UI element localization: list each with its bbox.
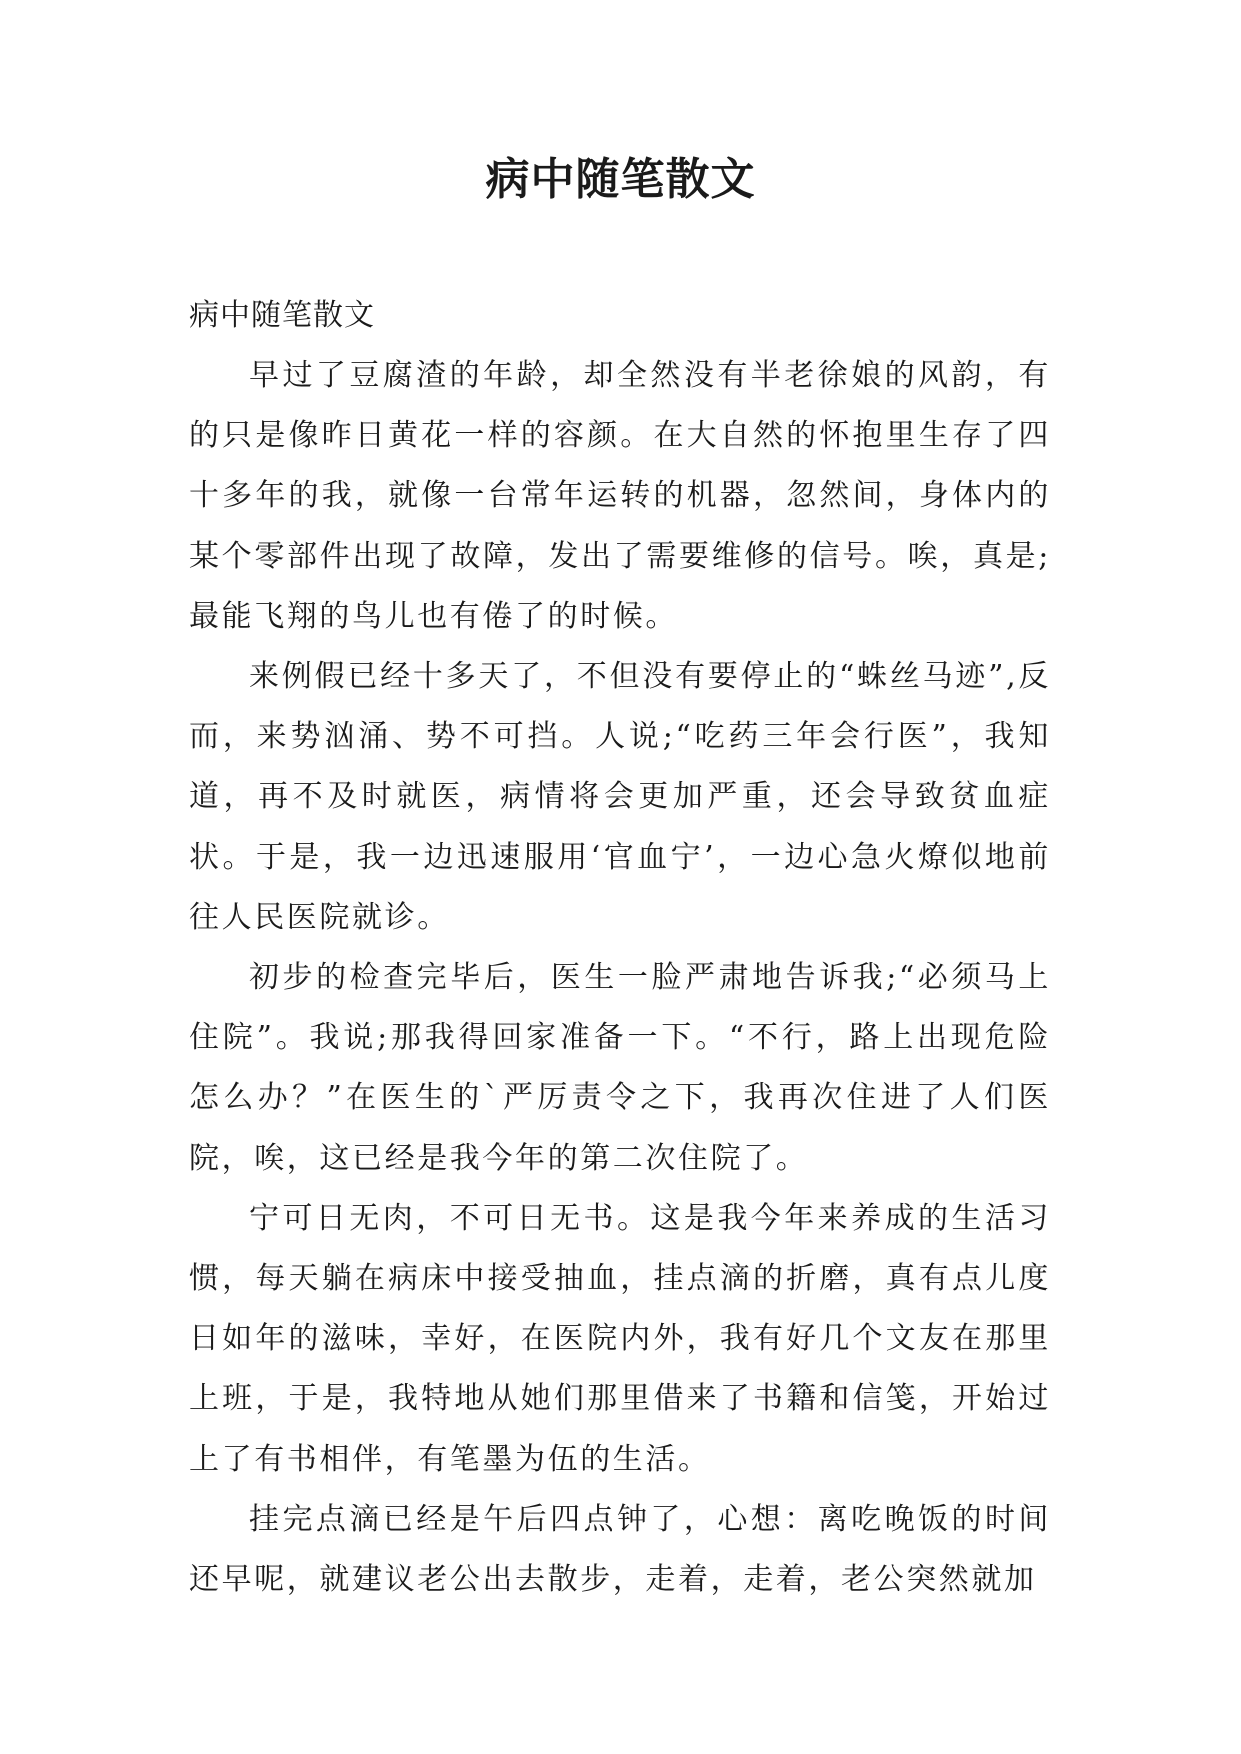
document-title: 病中随笔散文 — [485, 154, 756, 205]
document-subtitle: 病中随笔散文 — [189, 298, 375, 333]
paragraph: 来例假已经十多天了，不但没有要停止的“蛛丝马迹”,反而，来势汹涌、势不可挡。人说;“吃药三年会行医”，我知道，再不及时就医，病情将会更加严重，还会导致贫血症状。于是，我一边迅速服用‘官血宁’，一边心急火燎似地前往人民医院就诊。 — [189, 659, 1051, 935]
paragraph: 挂完点滴已经是午后四点钟了，心想：离吃晚饭的时间还早呢，就建议老公出去散步，走着，走着，老公突然就加 — [189, 1501, 1051, 1598]
document-body — [189, 286, 1051, 1610]
paragraph: 早过了豆腐渣的年龄，却全然没有半老徐娘的风韵，有的只是像昨日黄花一样的容颜。在大自然的怀抱里生存了四十多年的我，就像一台常年运转的机器，忽然间，身体内的某个零部件出现了故障，发出了需要维修的信号。唉，真是;最能飞翔的鸟儿也有倦了的时候。 — [189, 358, 1051, 634]
paragraph: 初步的检查完毕后，医生一脸严肃地告诉我;“必须马上住院”。我说;那我得回家准备一下。“不行，路上出现危险怎么办？”在医生的`严厉责令之下，我再次住进了人们医院，唉，这已经是我今年的第二次住院了。 — [189, 960, 1051, 1176]
paragraph: 宁可日无肉，不可日无书。这是我今年来养成的生活习惯，每天躺在病床中接受抽血，挂点滴的折磨，真有点儿度日如年的滋味，幸好，在医院内外，我有好几个文友在那里上班，于是，我特地从她们那里借来了书籍和信笺，开始过上了有书相伴，有笔墨为伍的生活。 — [189, 1200, 1051, 1477]
